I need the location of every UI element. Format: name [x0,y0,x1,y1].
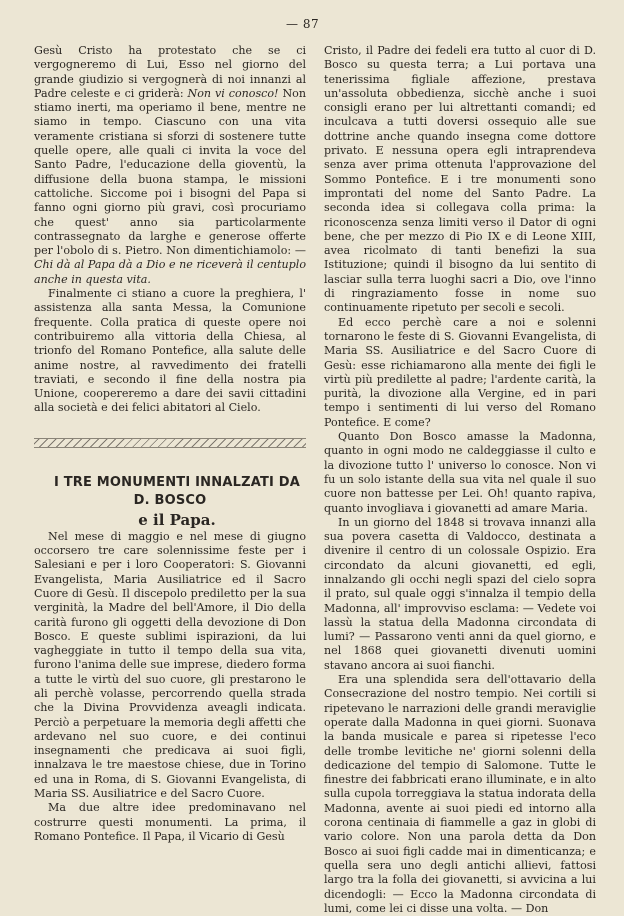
paragraph: Cristo, il Padre dei fedeli era tutto al cuor di D. Bosco su questa terra; a Lui portava una tenerissima figliale affezione, prestava un'assoluta obbedienza, sicchè anche i suoi consigli erano per lui altrettanti comandi; ed inculcava a tutti doversi ossequio alle sue dottrine anche quando insegna come dottore privato. E nessuna opera egli intraprendeva senza aver prima ottenuta l'approvazione del Sommo Pontefice. E i tre monumenti sono improntati del nome del Santo Padre. La seconda idea si collegava colla prima: la riconoscenza senza limiti verso il Dator di ogni bene, che per mezzo di Pio IX e di Leone XIII, avea ricolmato di tanti benefizi la sua Istituzione; quindi il bisogno da lui sentito di lasciar sulla terra luoghi sacri a Dio, ove l'inno di ringraziamento fosse in nome suo continuamente ripetuto per secoli e secoli. [324,44,596,315]
paragraph: In un giorno del 1848 si trovava innanzi alla sua povera casetta di Valdocco, destinata a divenire il centro di un colossale Ospizio. Era circondato da alcuni giovanetti, ed egli, innalzando gli occhi negli spazi del cielo sopra il prato, sul quale oggi s'innalza il tempio della Madonna, all' improvviso esclama: — Vedete voi lassù la statua della Madonna circondata di lumi? — Passarono venti anni da quel giorno, e nel 1868 quei giovanetti divenuti uomini stavano ancora ai suoi fianchi. [324,515,596,672]
paragraph: Finalmente ci stiano a cuore la preghiera, l' assistenza alla santa Messa, la Comunione frequente. Colla pratica di queste opere noi contribuiremo alla vittoria della Chiesa, al trionfo del Romano Pontefice, alla salute delle anime nostre, al ravvedimento dei fratelli traviati, e secondo il fine della nostra pia Unione, coopereremo a dare dei savii cittadini alla società e dei felici abitatori al Cielo. [34,287,306,415]
paragraph: Ma due altre idee predominavano nel costrurre questi monumenti. La prima, il Romano Pontefice. Il Papa, il Vicario di Gesù [34,801,306,843]
italic-text: Chi dà al Papa dà a Dio e ne riceverà il centuplo anche in questa vita. [34,258,306,286]
paragraph: Ed ecco perchè care a noi e solenni tornarono le feste di S. Giovanni Evangelista, di Maria SS. Ausiliatrice e del Sacro Cuore di Gesù: esse richiamarono alla mente dei figli le virtù più predilette al padre; l'ardente carità, la purità, la divozione alla Vergine, ed in pari tempo i sentimenti di lui verso del Romano Pontefice. E come? [324,315,596,429]
paragraph: Era una splendida sera dell'ottavario della Consecrazione del nostro tempio. Nei cortili si ripetevano le narrazioni delle grandi meraviglie operate dalla Madonna in quei giorni. Suonava la banda musicale e parea si ripetesse l'eco delle trombe levitiche ne' giorni solenni della dedicazione del tempio di Salomone. Tutte le finestre dei fabbricati erano illuminate, e in alto sulla cupola torreggiava la statua indorata della Madonna, avente ai suoi piedi ed intorno alla corona centinaia di fiammelle a gaz in globi di vario colore. Non una parola detta da Don Bosco ai suoi figli cadde mai in dimenticanza; e quella sera uno degli antichi allievi, fattosi largo tra la folla dei giovanetti, si avvicina a lui dicendogli: — Ecco la Madonna circondata di lumi, come lei ci disse una volta. — Don [324,673,596,915]
ornamental-divider [34,438,306,448]
left-column [34,44,306,844]
article-title: I TRE MONUMENTI INNALZATI DA D. BOSCO [53,474,301,508]
paragraph [34,44,306,287]
paragraph: Nel mese di maggio e nel mese di giugno occorsero tre care solennissime feste per i Salesiani e per i loro Cooperatori: S. Giovanni Evangelista, Maria Ausiliatrice ed il Sacro Cuore di Gesù. Il discepolo prediletto per la sua verginità, la Madre del bell'Amore, il Dio della carità furono gli oggetti della devozione di Don Bosco. E queste sublimi ispirazioni, da lui vagheggiate in tutto il tempo della sua vita, furono l'anima delle sue imprese, diedero forma a tutte le virtù del suo cuore, gli prestarono le ali perchè volasse, percorrendo quella strada che la Divina Provvidenza aveagli indicata. Perciò a perpetuare la memoria degli affetti che ardevano nel suo cuore, e dei continui insegnamenti che predicava ai suoi figli, innalzava le tre maestose chiese, due in Torino ed una in Roma, di S. Giovanni Evangelista, di Maria SS. Ausiliatrice e del Sacro Cuore. [34,529,306,801]
italic-text: Non vi conosco! [187,86,279,100]
right-column [324,44,596,916]
article-subtitle: e il Papa. [138,510,216,529]
page-number: — 87 [286,17,320,31]
text-run: Gesù Cristo ha protestato che se ci vergogneremo di Lui, Esso nel giorno del grande giudizio si vergognerà di noi innanzi al Padre celeste e ci griderà: [34,44,306,100]
text-run: Non stiamo inerti, ma operiamo il bene, mentre ne siamo in tempo. Ciascuno con una vita veramente cristiana si sforzi di sostenere tutte quelle opere, alle quali ci invita la voce del Santo Padre, l'educazione della gioventù, la diffusione della buona stampa, le missioni cattoliche. Siccome poi i bisogni del Papa si fanno ogni giorno più gravi, così procuriamo che quest' anno sia particolarmente contrassegnato da larghe e generose offerte per l'obolo di s. Pietro. Non dimentichiamolo: — [34,86,306,258]
paragraph: Quanto Don Bosco amasse la Madonna, quanto in ogni modo ne caldeggiasse il culto e la divozione tutto l' universo lo conosce. Non vi fu un solo istante della sua vita nel quale il suo cuore non battesse per Lei. Oh! quanto rapiva, quanto invogliava i giovanetti ad amare Maria. [324,430,596,515]
